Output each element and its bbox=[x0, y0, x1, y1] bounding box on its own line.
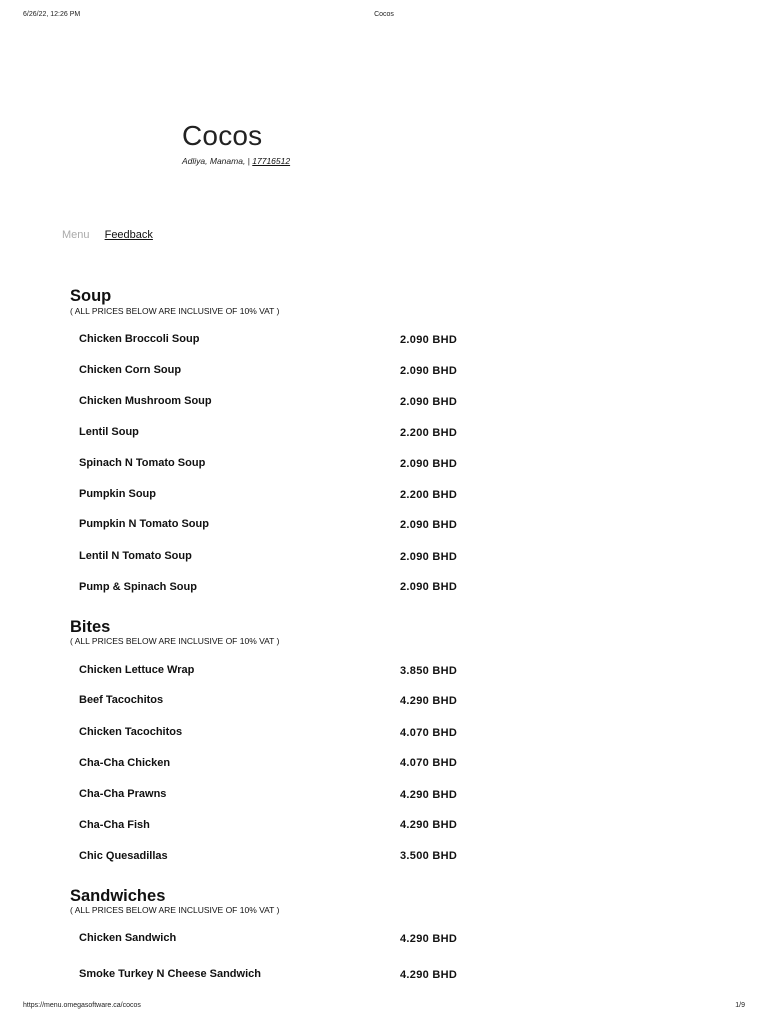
menu-item-price: 3.850 BHD bbox=[400, 665, 458, 677]
menu-item-name: Cha-Cha Fish bbox=[79, 819, 150, 831]
print-page-number: 1/9 bbox=[735, 1002, 745, 1009]
print-datetime: 6/26/22, 12:26 PM bbox=[23, 11, 81, 18]
vat-note: ( ALL PRICES BELOW ARE INCLUSIVE OF 10% VAT ) bbox=[70, 905, 280, 915]
restaurant-phone-link[interactable]: 17716512 bbox=[252, 156, 291, 166]
nav-feedback-link[interactable]: Feedback bbox=[104, 229, 153, 241]
menu-item-name: Chicken Lettuce Wrap bbox=[79, 664, 195, 676]
vat-note: ( ALL PRICES BELOW ARE INCLUSIVE OF 10% VAT ) bbox=[70, 636, 280, 646]
menu-item-name: Chicken Mushroom Soup bbox=[79, 395, 212, 407]
menu-item-price: 4.070 BHD bbox=[400, 757, 458, 769]
menu-item-price: 2.090 BHD bbox=[400, 551, 458, 563]
menu-item-price: 2.200 BHD bbox=[400, 427, 458, 439]
menu-nav bbox=[62, 229, 153, 241]
print-footer bbox=[23, 1002, 745, 1014]
menu-item-name: Chicken Corn Soup bbox=[79, 364, 182, 376]
menu-item-price: 4.290 BHD bbox=[400, 695, 458, 707]
menu-item-name: Spinach N Tomato Soup bbox=[79, 457, 206, 469]
menu-item-price: 3.500 BHD bbox=[400, 850, 458, 862]
nav-menu-link[interactable]: Menu bbox=[62, 229, 90, 241]
print-page-title: Cocos bbox=[374, 11, 394, 18]
menu-item-name: Pumpkin N Tomato Soup bbox=[79, 518, 209, 530]
menu-item-name: Pumpkin Soup bbox=[79, 488, 156, 500]
menu-item-name: Lentil N Tomato Soup bbox=[79, 550, 192, 562]
menu-item-name: Lentil Soup bbox=[79, 426, 139, 438]
menu-item-name: Smoke Turkey N Cheese Sandwich bbox=[79, 968, 261, 980]
restaurant-address bbox=[182, 156, 290, 166]
menu-item-name: Pump & Spinach Soup bbox=[79, 581, 197, 593]
menu-item-price: 4.290 BHD bbox=[400, 819, 458, 831]
menu-item-price: 2.090 BHD bbox=[400, 396, 458, 408]
menu-item-price: 4.290 BHD bbox=[400, 789, 458, 801]
menu-item-price: 4.290 BHD bbox=[400, 933, 458, 945]
menu-item-price: 2.200 BHD bbox=[400, 489, 458, 501]
section-title-bites: Bites bbox=[70, 618, 111, 636]
menu-item-price: 2.090 BHD bbox=[400, 365, 458, 377]
print-url: https://menu.omegasoftware.ca/cocos bbox=[23, 1002, 141, 1009]
section-title-soup: Soup bbox=[70, 287, 112, 305]
menu-item-name: Cha-Cha Chicken bbox=[79, 757, 171, 769]
menu-item-price: 2.090 BHD bbox=[400, 334, 458, 346]
menu-item-name: Chicken Broccoli Soup bbox=[79, 333, 200, 345]
menu-item-price: 4.290 BHD bbox=[400, 969, 458, 981]
menu-item-price: 2.090 BHD bbox=[400, 458, 458, 470]
menu-item-name: Cha-Cha Prawns bbox=[79, 788, 167, 800]
print-header bbox=[23, 11, 745, 23]
menu-item-name: Chic Quesadillas bbox=[79, 850, 168, 862]
restaurant-header bbox=[182, 120, 290, 166]
restaurant-location: Adliya, Manama, | bbox=[182, 156, 250, 166]
restaurant-name: Cocos bbox=[182, 120, 263, 151]
menu-item-name: Chicken Sandwich bbox=[79, 932, 177, 944]
section-title-sandwiches: Sandwiches bbox=[70, 887, 166, 905]
menu-item-price: 4.070 BHD bbox=[400, 727, 458, 739]
menu-item-name: Beef Tacochitos bbox=[79, 694, 164, 706]
menu-item-name: Chicken Tacochitos bbox=[79, 726, 183, 738]
menu-item-price: 2.090 BHD bbox=[400, 519, 458, 531]
menu-item-price: 2.090 BHD bbox=[400, 581, 458, 593]
vat-note: ( ALL PRICES BELOW ARE INCLUSIVE OF 10% VAT ) bbox=[70, 306, 280, 316]
